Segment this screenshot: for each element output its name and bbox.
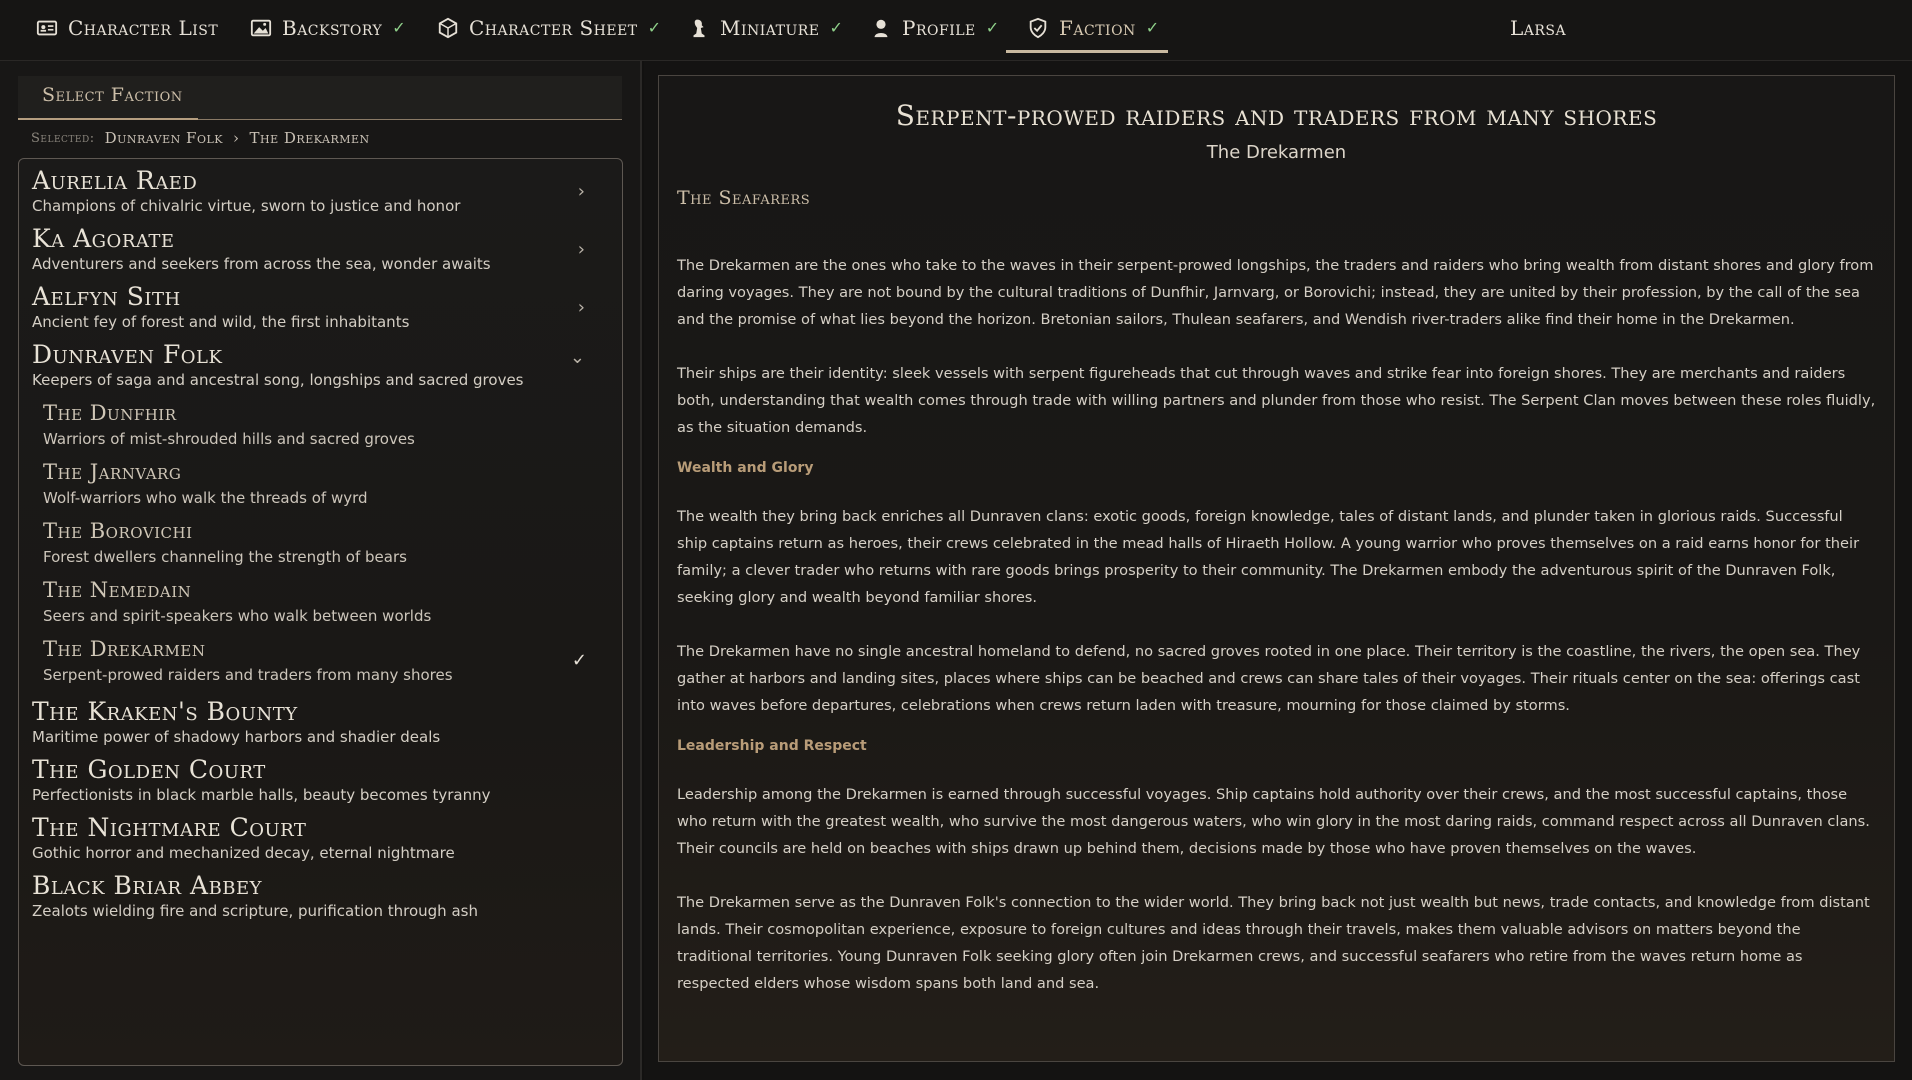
faction-desc: Perfectionists in black marble halls, beauty becomes tyranny — [32, 786, 491, 804]
faction-title: Aelfyn Sith — [32, 282, 181, 311]
faction-title: Ka Agorate — [32, 224, 175, 253]
subfaction-item-nemedain[interactable] — [19, 568, 619, 627]
landscape-icon — [250, 17, 272, 39]
tab-label: Profile — [902, 15, 976, 40]
tab-backstory[interactable] — [250, 0, 406, 55]
chevron-right-icon: › — [577, 297, 585, 318]
check-icon: ✓ — [829, 18, 843, 37]
faction-item-ka-agorate[interactable] — [19, 217, 619, 275]
paragraph: The Drekarmen serve as the Dunraven Folk's connection to the wider world. They bring back not just wealth but news, trade contacts, and knowledge from distant lands. Their cosmopolitan experience, exposure to foreign cultures and ideas through their travels, makes them valuable advisors on matters beyond the traditional territories. Young Dunraven Folk seeking glory often join Drekarmen crews, and successful seafarers who retire from the waves return home as respected elders whose wisdom spans both land and sea. — [677, 894, 1870, 992]
subfaction-desc: Seers and spirit-speakers who walk between worlds — [43, 607, 432, 625]
subfaction-item-borovichi[interactable] — [19, 509, 619, 568]
subfaction-item-jarnvarg[interactable] — [19, 450, 619, 509]
tab-miniature[interactable] — [688, 0, 843, 55]
select-faction-label: Select Faction — [42, 84, 183, 106]
dice-icon — [437, 17, 459, 39]
subfaction-desc: Serpent-prowed raiders and traders from many shores — [43, 666, 453, 684]
breadcrumb-label: Selected: — [31, 130, 95, 146]
paragraph: Leadership among the Drekarmen is earned through successful voyages. Ship captains hold authority over their crews, and the most successful captains, those who return with the greatest wealth, who survive the most dangerous waters, who win glory in the most daring raids, command respect across all Dunraven clans. Their councils are held on beaches with ships drawn up behind them, decisions made by those who have proven themselves on the waves. — [677, 786, 1870, 857]
top-nav — [0, 0, 1912, 61]
active-tab-indicator — [1006, 50, 1168, 53]
check-icon: ✓ — [1145, 18, 1160, 37]
subfaction-desc: Wolf-warriors who walk the threads of wyrd — [43, 489, 368, 507]
breadcrumb — [31, 129, 370, 147]
check-icon: ✓ — [392, 18, 406, 37]
breadcrumb-parent[interactable]: Dunraven Folk — [104, 129, 223, 147]
subfaction-desc: Forest dwellers channeling the strength of bears — [43, 548, 407, 566]
faction-desc: Keepers of saga and ancestral song, longships and sacred groves — [32, 371, 524, 389]
faction-desc: Gothic horror and mechanized decay, eternal nightmare — [32, 844, 455, 862]
faction-title: The Nightmare Court — [32, 813, 307, 842]
subfaction-title: The Jarnvarg — [43, 460, 182, 484]
faction-detail-panel — [644, 61, 1912, 1080]
subheading: Wealth and Glory — [677, 460, 814, 476]
shield-icon — [1027, 17, 1049, 39]
faction-item-golden-court[interactable] — [19, 744, 619, 802]
subfaction-item-drekarmen[interactable] — [19, 627, 619, 686]
subfaction-desc: Warriors of mist-shrouded hills and sacred groves — [43, 430, 415, 448]
faction-desc: Adventurers and seekers from across the sea, wonder awaits — [32, 255, 491, 273]
subfaction-title: The Drekarmen — [43, 637, 206, 661]
faction-desc: Zealots wielding fire and scripture, purification through ash — [32, 902, 478, 920]
chevron-right-icon: › — [577, 239, 585, 260]
chess-piece-icon — [688, 17, 710, 39]
breadcrumb-separator: › — [233, 129, 240, 147]
faction-item-black-briar-abbey[interactable] — [19, 860, 619, 918]
faction-item-krakens-bounty[interactable] — [19, 686, 619, 744]
selected-check-icon: ✓ — [571, 650, 587, 671]
subfaction-title: The Nemedain — [43, 578, 192, 602]
faction-detail-subtitle: The Drekarmen — [1206, 142, 1347, 163]
faction-title: The Golden Court — [32, 755, 266, 784]
faction-title: Aurelia Raed — [32, 166, 198, 195]
faction-desc: Champions of chivalric virtue, sworn to justice and honor — [32, 197, 461, 215]
faction-title: Dunraven Folk — [32, 340, 223, 369]
breadcrumb-current: The Drekarmen — [249, 129, 370, 147]
tab-faction[interactable] — [1027, 0, 1159, 55]
paragraph: Their ships are their identity: sleek vessels with serpent figureheads that cut through waves and strike fear into foreign shores. They are merchants and raiders both, understanding that wealth comes through trade with willing partners and plunder from those who resist. The Serpent Clan moves between these roles fluidly, as the situation demands. — [677, 365, 1876, 436]
user-name[interactable]: Larsa — [1510, 16, 1567, 40]
faction-list — [18, 158, 623, 1066]
select-faction-underline — [18, 118, 198, 120]
paragraph: The Drekarmen are the ones who take to the waves in their serpent-prowed longships, the traders and raiders who bring wealth from distant shores and glory from daring voyages. They are not bound by the cultural traditions of Dunfhir, Jarnvarg, or Borovichi; instead, they are united by their profession, by the call of the sea and the promise of what lies beyond the horizon. Bretonian sailors, Thulean seafarers, and Wendish river-traders alike find their home in the Drekarmen. — [677, 257, 1874, 328]
faction-title: Black Briar Abbey — [32, 871, 263, 900]
check-icon: ✓ — [647, 18, 662, 37]
faction-detail-content — [658, 75, 1895, 1062]
tab-label: Faction — [1059, 15, 1136, 40]
tab-profile[interactable] — [870, 0, 999, 55]
faction-item-nightmare-court[interactable] — [19, 802, 619, 860]
faction-desc: Ancient fey of forest and wild, the first inhabitants — [32, 313, 410, 331]
section-title: The Seafarers — [677, 187, 811, 209]
tab-label: Character Sheet — [469, 15, 638, 40]
subfaction-title: The Borovichi — [43, 519, 193, 543]
subfaction-title: The Dunfhir — [43, 401, 177, 425]
tab-label: Miniature — [720, 15, 820, 40]
faction-detail-title: Serpent-prowed raiders and traders from many shores — [895, 99, 1658, 132]
id-card-icon — [36, 17, 58, 39]
paragraph: The wealth they bring back enriches all Dunraven clans: exotic goods, foreign knowledge, tales of distant lands, and plunder taken in glorious raids. Successful ship captains return as heroes, their crews celebrated in the mead halls of Hiraeth Hollow. A young warrior who proves themselves on a raid earns honor for their family; a clever trader who returns with rare goods brings prosperity to their community. The Drekarmen embody the adventurous spirit of the Dunraven Folk, seeking glory and wealth beyond familiar shores. — [677, 508, 1860, 606]
faction-item-aurelia-raed[interactable] — [19, 159, 619, 217]
tab-label: Character List — [68, 15, 219, 40]
subheading: Leadership and Respect — [677, 738, 867, 754]
tab-character-sheet[interactable] — [437, 0, 661, 55]
check-icon: ✓ — [985, 18, 1000, 37]
paragraph: The Drekarmen have no single ancestral homeland to defend, no sacred groves rooted in one place. Their territory is the coastline, the rivers, the open sea. They gather at harbors and landing sites, places where ships can be beached and crews can share tales of their voyages. Their rituals center on the sea: offerings cast into waves before departures, celebrations when crews return laden with treasure, mourning for those claimed by storms. — [677, 643, 1861, 714]
person-icon — [870, 17, 892, 39]
faction-item-dunraven-folk[interactable] — [19, 333, 619, 391]
subfaction-item-dunfhir[interactable] — [19, 391, 619, 450]
chevron-down-icon: ⌄ — [569, 347, 585, 368]
faction-title: The Kraken's Bounty — [32, 697, 298, 726]
faction-item-aelfyn-sith[interactable] — [19, 275, 619, 333]
tab-character-list[interactable] — [36, 0, 218, 55]
faction-sidebar — [0, 61, 642, 1080]
tab-label: Backstory — [282, 15, 383, 40]
faction-desc: Maritime power of shadowy harbors and shadier deals — [32, 728, 441, 746]
chevron-right-icon: › — [577, 181, 585, 202]
